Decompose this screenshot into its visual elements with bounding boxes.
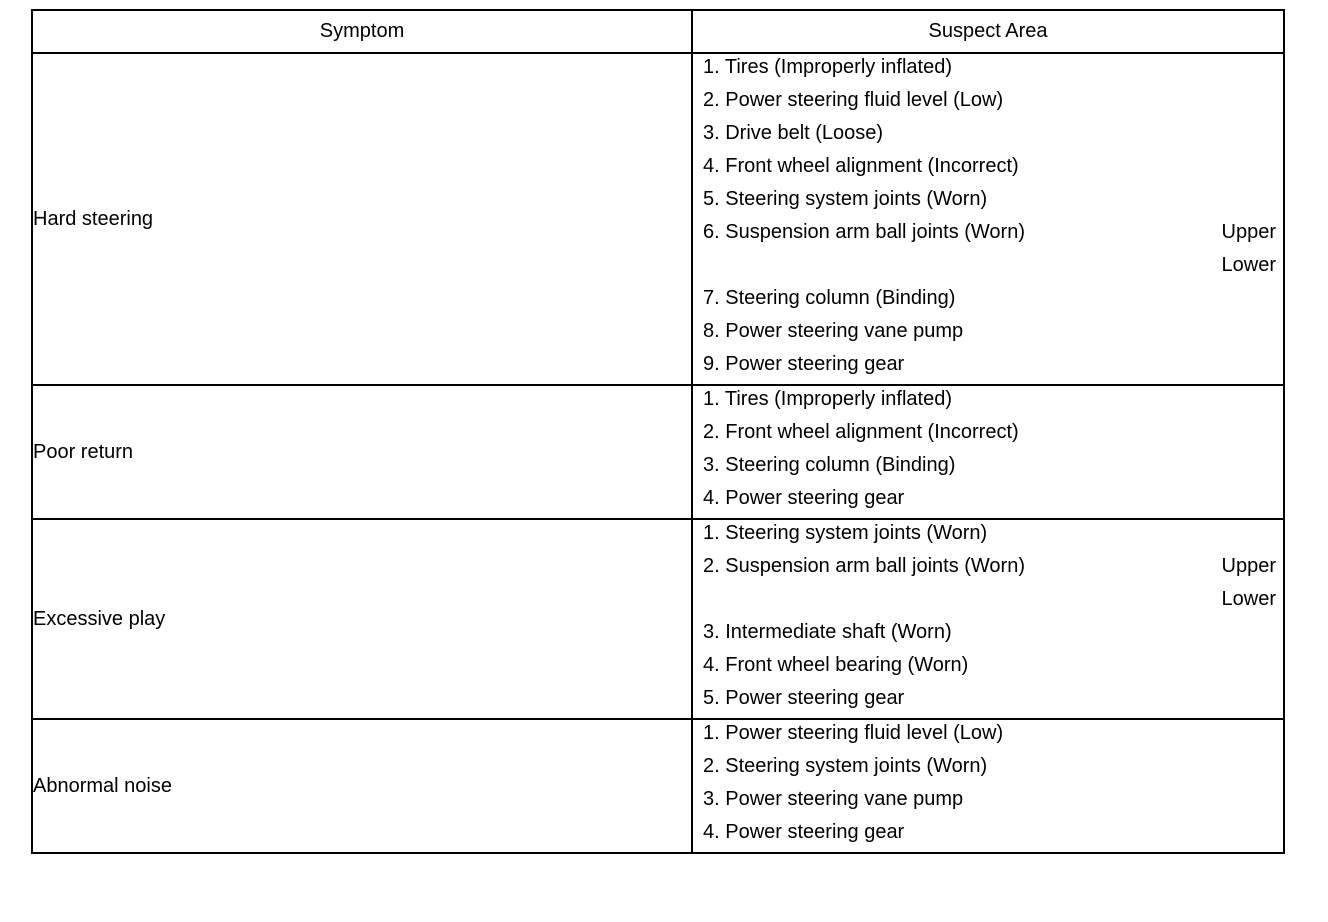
suspect-area-cell: [692, 719, 1284, 853]
suspect-area-item: [693, 351, 1283, 384]
ball-joint-position-label: Lower: [1221, 254, 1276, 276]
suspect-area-text: 3. Steering column (Binding): [703, 454, 956, 476]
suspect-area-item: [693, 87, 1283, 120]
table-body: [32, 53, 1284, 853]
suspect-area-item: [693, 485, 1283, 518]
symptom-cell: Abnormal noise: [32, 719, 692, 853]
header-row: [32, 10, 1284, 53]
suspect-area-text: 3. Drive belt (Loose): [703, 122, 884, 144]
suspect-area-item: [693, 652, 1283, 685]
symptom-cell: Excessive play: [32, 519, 692, 719]
suspect-area-text: 2. Power steering fluid level (Low): [703, 89, 1004, 111]
table-row: [32, 719, 1284, 853]
suspect-area-text: 4. Power steering gear: [703, 821, 905, 843]
header-symptom: Symptom: [32, 10, 692, 53]
header-suspect-area: Suspect Area: [692, 10, 1284, 53]
suspect-area-item: [693, 753, 1283, 786]
suspect-area-item: [693, 520, 1283, 553]
table-row: [32, 519, 1284, 719]
symptom-cell: Hard steering: [32, 53, 692, 385]
table-row: [32, 53, 1284, 385]
suspect-area-text: 4. Front wheel alignment (Incorrect): [703, 155, 1019, 177]
suspect-area-item: [693, 819, 1283, 852]
suspect-area-text: 2. Front wheel alignment (Incorrect): [703, 421, 1019, 443]
suspect-area-text: 9. Power steering gear: [703, 353, 905, 375]
suspect-area-cell: [692, 53, 1284, 385]
suspect-area-cell: [692, 385, 1284, 519]
suspect-area-text: 7. Steering column (Binding): [703, 287, 956, 309]
suspect-area-text: 6. Suspension arm ball joints (Worn): [703, 221, 1025, 243]
ball-joint-position-label: Upper: [1221, 555, 1276, 577]
suspect-area-item: [693, 452, 1283, 485]
suspect-area-item: [693, 219, 1283, 252]
suspect-area-text: 2. Suspension arm ball joints (Worn): [703, 555, 1025, 577]
suspect-area-text: 5. Steering system joints (Worn): [703, 188, 988, 210]
suspect-area-text: 1. Tires (Improperly inflated): [703, 56, 952, 78]
suspect-area-item: [693, 386, 1283, 419]
suspect-area-item: [693, 252, 1283, 285]
suspect-area-item: [693, 318, 1283, 351]
suspect-area-text: 5. Power steering gear: [703, 687, 905, 709]
ball-joint-position-label: Lower: [1221, 588, 1276, 610]
suspect-area-item: [693, 54, 1283, 87]
suspect-area-text: 4. Power steering gear: [703, 487, 905, 509]
table-row: [32, 385, 1284, 519]
suspect-area-text: 8. Power steering vane pump: [703, 320, 964, 342]
suspect-area-text: 3. Power steering vane pump: [703, 788, 964, 810]
suspect-area-item: [693, 153, 1283, 186]
suspect-area-item: [693, 553, 1283, 586]
suspect-area-text: 1. Tires (Improperly inflated): [703, 388, 952, 410]
suspect-area-item: [693, 285, 1283, 318]
suspect-area-item: [693, 786, 1283, 819]
suspect-area-item: [693, 419, 1283, 452]
suspect-area-text: 4. Front wheel bearing (Worn): [703, 654, 969, 676]
suspect-area-item: [693, 586, 1283, 619]
suspect-area-text: 1. Power steering fluid level (Low): [703, 722, 1004, 744]
suspect-area-item: [693, 720, 1283, 753]
suspect-area-item: [693, 120, 1283, 153]
suspect-area-text: 3. Intermediate shaft (Worn): [703, 621, 952, 643]
suspect-area-item: [693, 619, 1283, 652]
suspect-area-text: 2. Steering system joints (Worn): [703, 755, 988, 777]
symptom-cell: Poor return: [32, 385, 692, 519]
suspect-area-item: [693, 685, 1283, 718]
suspect-area-cell: [692, 519, 1284, 719]
symptom-table: [31, 9, 1285, 854]
suspect-area-text: 1. Steering system joints (Worn): [703, 522, 988, 544]
ball-joint-position-label: Upper: [1221, 221, 1276, 243]
suspect-area-item: [693, 186, 1283, 219]
